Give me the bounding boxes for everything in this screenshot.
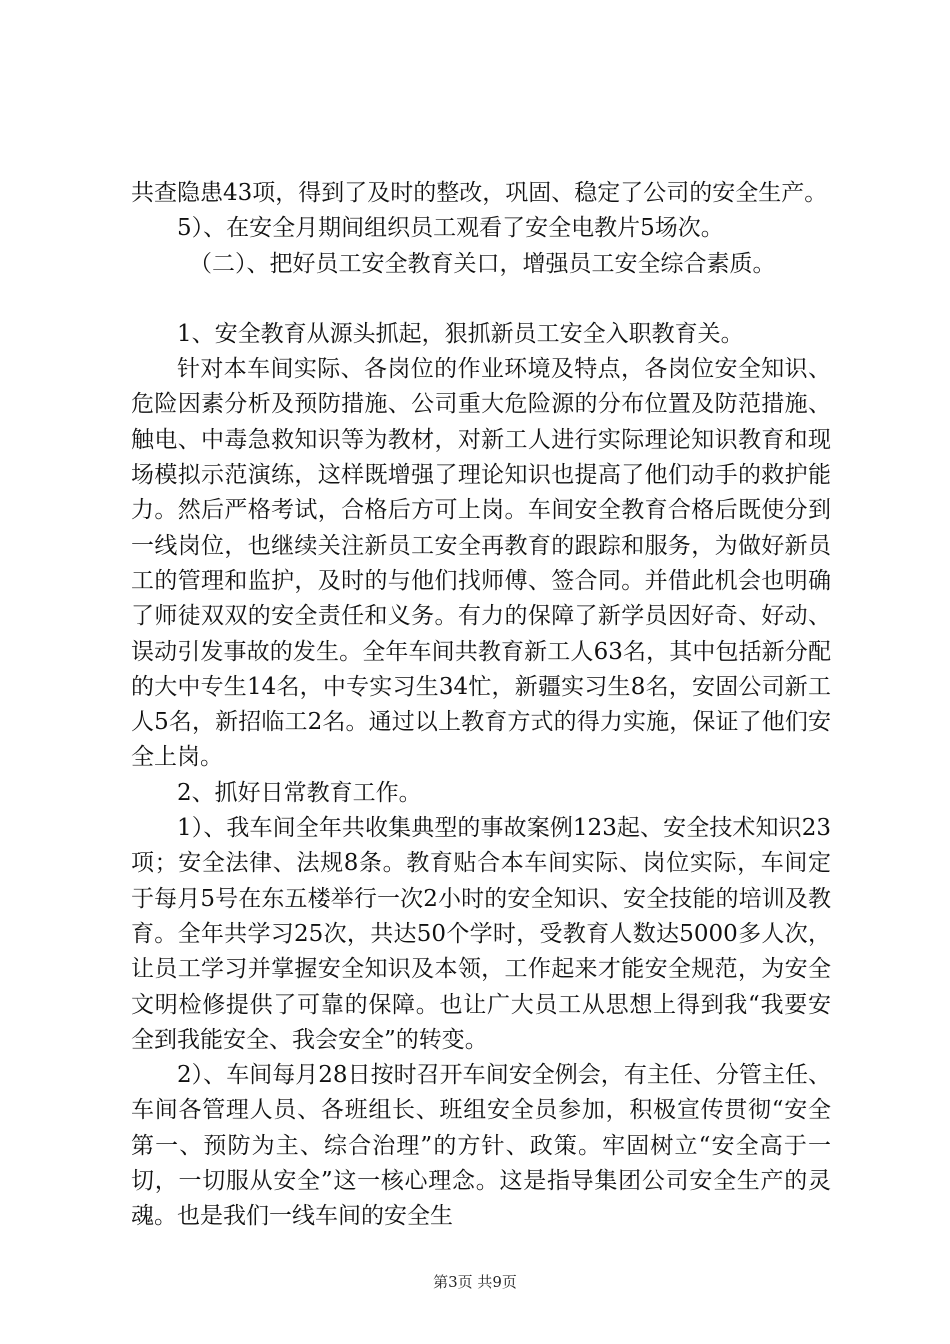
paragraph-hidden-hazards: 共查隐患43项，得到了及时的整改，巩固、稳定了公司的安全生产。	[131, 180, 828, 206]
subheading-2: 2、抓好日常教育工作。	[177, 779, 422, 806]
subheading-1: 1、安全教育从源头抓起，狠抓新员工安全入职教育关。	[177, 320, 744, 347]
paragraph-item-5: 5）、在安全月期间组织员工观看了安全电教片5场次。	[177, 215, 724, 242]
page-footer: 第3页 共9页	[433, 1273, 517, 1291]
paragraph-item-1: 1）、我车间全年共收集典型的事故案例123起、安全技术知识23项；安全法律、法规8条。教育贴合本车间实际、岗位实际，车间定于每月5号在东五楼举行一次2小时的安全知识、安全技能的培训及教育。全年共学习25次，共达50个学时，受教育人数达5000多人次，让员工学习并掌握安全知识及本领，工作起来才能安全规范，为安全文明检修提供了可靠的保障。也让广大员工从思想上得到我“我要安全到我能安全、我会安全”的转变。	[131, 815, 831, 1053]
section-heading-2: （二）、把好员工安全教育关口，增强员工安全综合素质。	[189, 250, 776, 277]
paragraph-new-staff-education: 针对本车间实际、各岗位的作业环境及特点，各岗位安全知识、危险因素分析及预防措施、公司重大危险源的分布位置及防范措施、触电、中毒急救知识等为教材，对新工人进行实际理论知识教育和现场模拟示范演练，这样既增强了理论知识也提高了他们动手的救护能力。然后严格考试，合格后方可上岗。车间安全教育合格后既使分到一线岗位，也继续关注新员工安全再教育的跟踪和服务，为做好新员工的管理和监护，及时的与他们找师傅、签合同。并借此机会也明确了师徒双双的安全责任和义务。有力的保障了新学员因好奇、好动、误动引发事故的发生。全年车间共教育新工人63名，其中包括新分配的大中专生14名，中专实习生34忙，新疆实习生8名，安固公司新工人5名，新招临工2名。通过以上教育方式的得力实施，保证了他们安全上岗。	[131, 356, 831, 771]
document-body	[131, 176, 831, 1235]
paragraph-item-2: 2）、车间每月28日按时召开车间安全例会，有主任、分管主任、车间各管理人员、各班组长、班组安全员参加，积极宣传贯彻“安全第一、预防为主、综合治理”的方针、政策。牢固树立“安全高于一切，一切服从安全”这一核心理念。这是指导集团公司安全生产的灵魂。也是我们一线车间的安全生	[131, 1062, 831, 1230]
